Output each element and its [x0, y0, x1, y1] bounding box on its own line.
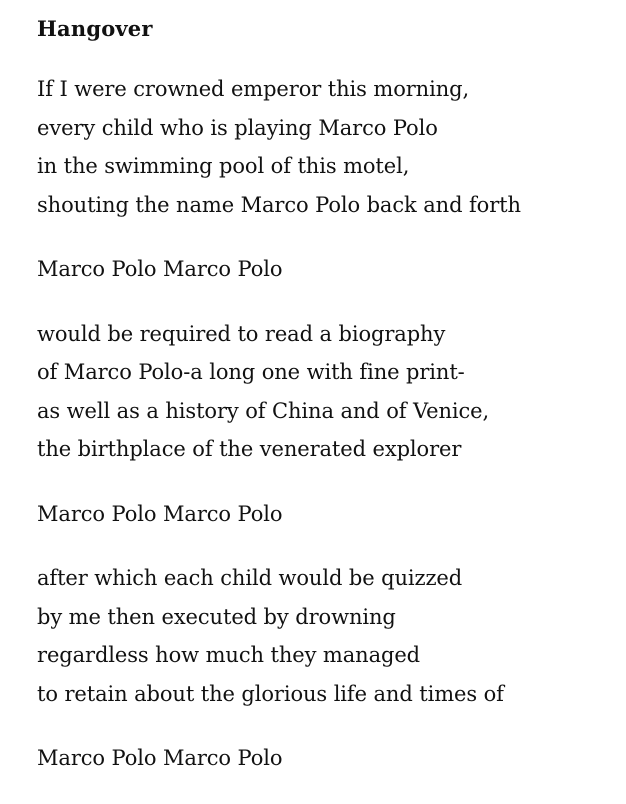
poem-line: If I were crowned emperor this morning,: [37, 77, 470, 101]
stanza-1: [37, 70, 617, 224]
poem-title: Hangover: [37, 16, 153, 41]
stanza-5: [37, 559, 617, 713]
stanza-2: [37, 250, 617, 289]
poem-line: as well as a history of China and of Venice,: [37, 398, 490, 423]
poem-line: to retain about the glorious life and times of: [37, 681, 504, 706]
poem-line: Marco Polo Marco Polo: [37, 746, 283, 770]
poem-line: shouting the name Marco Polo back and forth: [37, 192, 521, 217]
stanza-3: [37, 315, 617, 469]
poem-line: every child who is playing Marco Polo: [37, 115, 438, 140]
poem-document: [37, 14, 617, 804]
poem-line: of Marco Polo-a long one with fine print-: [37, 360, 465, 384]
poem-line: regardless how much they managed: [37, 643, 421, 667]
poem-line: by me then executed by drowning: [37, 604, 396, 629]
poem-line: would be required to read a biography: [37, 321, 446, 346]
poem-line: after which each child would be quizzed: [37, 566, 463, 590]
stanza-4: [37, 495, 617, 534]
poem-line: in the swimming pool of this motel,: [37, 154, 410, 178]
poem-line: Marco Polo Marco Polo: [37, 501, 283, 526]
stanza-6: [37, 739, 617, 778]
poem-line: the birthplace of the venerated explorer: [37, 437, 462, 461]
poem-line: Marco Polo Marco Polo: [37, 257, 283, 281]
